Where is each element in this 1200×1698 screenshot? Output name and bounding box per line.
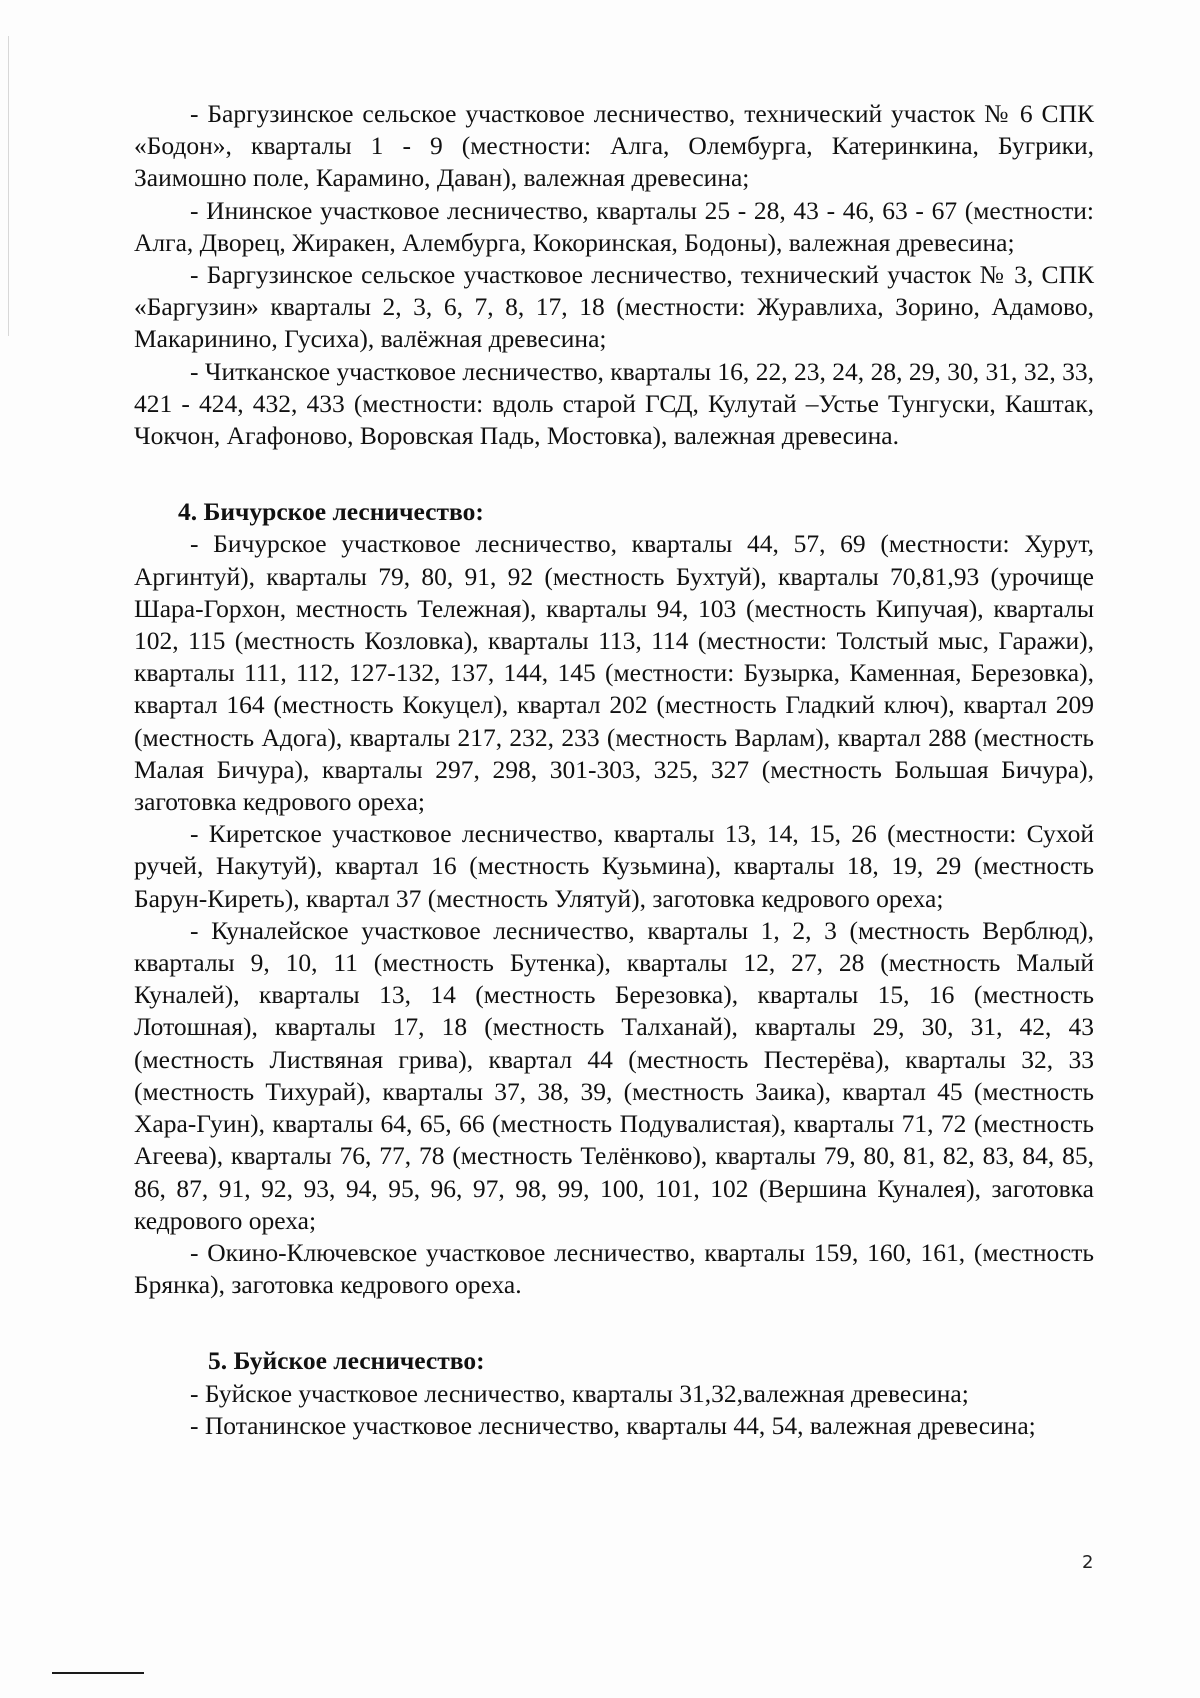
scan-edge-line: [8, 36, 9, 336]
paragraph-buyskoe: - Буйское участковое лесничество, кварталы 31,32,валежная древесина;: [190, 1378, 969, 1408]
section-heading-buyskoe: 5. Буйское лесничество:: [208, 1346, 485, 1376]
paragraph-ininskoe: - Ининское участковое лесничество, кварталы 25 - 28, 43 - 46, 63 - 67 (местности: Алга, Дворец, Жиракен, Алембурга, Кокоринская, Бодоны), валежная древесина;: [134, 195, 1094, 257]
paragraph-barguzin-3: - Баргузинское сельское участковое лесничество, технический участок № 3, СПК «Баргузин» кварталы 2, 3, 6, 7, 8, 17, 18 (местности: Журавлиха, Зорино, Адамово, Макаринино, Гусиха), валёжная древесина;: [134, 260, 1094, 354]
paragraph-potaninskoe: - Потанинское участковое лесничество, кварталы 44, 54, валежная древесина;: [190, 1410, 1036, 1440]
section-heading-bichura: 4. Бичурское лесничество:: [178, 497, 484, 527]
paragraph-barguzin-6: - Баргузинское сельское участковое лесничество, технический участок № 6 СПК «Бодон», кварталы 1 - 9 (местности: Алга, Олембурга, Катеринкина, Бугрики, Заимошно поле, Карамино, Даван), валежная древесина;: [134, 99, 1094, 193]
paragraph-okino-klyuchevskoe: - Окино-Ключевское участковое лесничество, кварталы 159, 160, 161, (местность Брянка), заготовка кедрового ореха.: [134, 1237, 1094, 1300]
page-number: 2: [1082, 1552, 1094, 1573]
paragraph-kiretskoe: - Киретское участковое лесничество, кварталы 13, 14, 15, 26 (местности: Сухой ручей, Накутуй), квартал 16 (местность Кузьмина), кварталы 18, 19, 29 (местность Барун-Киреть), квартал 37 (местность Улятуй), заготовка кедрового ореха;: [134, 819, 1094, 913]
section-spacer: [134, 452, 1094, 496]
document-body: [134, 98, 1094, 1442]
section-spacer: [134, 1301, 1094, 1345]
paragraph-bichurskoe: - Бичурское участковое лесничество, кварталы 44, 57, 69 (местности: Хурут, Аргинтуй), кварталы 79, 80, 91, 92 (местность Бухтуй), кварталы 70,81,93 (урочище Шара-Горхон, местность Тележная), кварталы 94, 103 (местность Кипучая), кварталы 102, 115 (местность Козловка), кварталы 113, 114 (местности: Толстый мыс, Гаражи), кварталы 111, 112, 127-132, 137, 144, 145 (местности: Бузырка, Каменная, Березовка), квартал 164 (местность Кокуцел), квартал 202 (местность Гладкий ключ), квартал 209 (местность Адога), кварталы 217, 232, 233 (местность Варлам), квартал 288 (местность Малая Бичура), кварталы 297, 298, 301-303, 325, 327 (местность Большая Бичура), заготовка кедрового ореха;: [134, 529, 1094, 817]
paragraph-chitkanskoe: - Читканское участковое лесничество, кварталы 16, 22, 23, 24, 28, 29, 30, 31, 32, 33, 421 - 424, 432, 433 (местности: вдоль старой ГСД, Кулутай –Устье Тунгуски, Каштак, Чокчон, Агафоново, Воровская Падь, Мостовка), валежная древесина.: [134, 356, 1094, 451]
paragraph-kunaleyskoe: - Куналейское участковое лесничество, кварталы 1, 2, 3 (местность Верблюд), кварталы 9, 10, 11 (местность Бутенка), кварталы 12, 27, 28 (местность Малый Куналей), кварталы 13, 14 (местность Березовка), кварталы 15, 16 (местность Лотошная), кварталы 17, 18 (местность Талханай), кварталы 29, 30, 31, 42, 43 (местность Листвяная грива), квартал 44 (местность Пестерёва), кварталы 32, 33 (местность Тихурай), кварталы 37, 38, 39, (местность Заика), квартал 45 (местность Хара-Гуин), кварталы 64, 65, 66 (местность Подувалистая), кварталы 71, 72 (местность Агеева), кварталы 76, 77, 78 (местность Телёнково), кварталы 79, 80, 81, 82, 83, 84, 85, 86, 87, 91, 92, 93, 94, 95, 96, 97, 98, 99, 100, 101, 102 (Вершина Куналея), заготовка кедрового ореха;: [134, 915, 1094, 1235]
footer-rule: [52, 1672, 144, 1674]
